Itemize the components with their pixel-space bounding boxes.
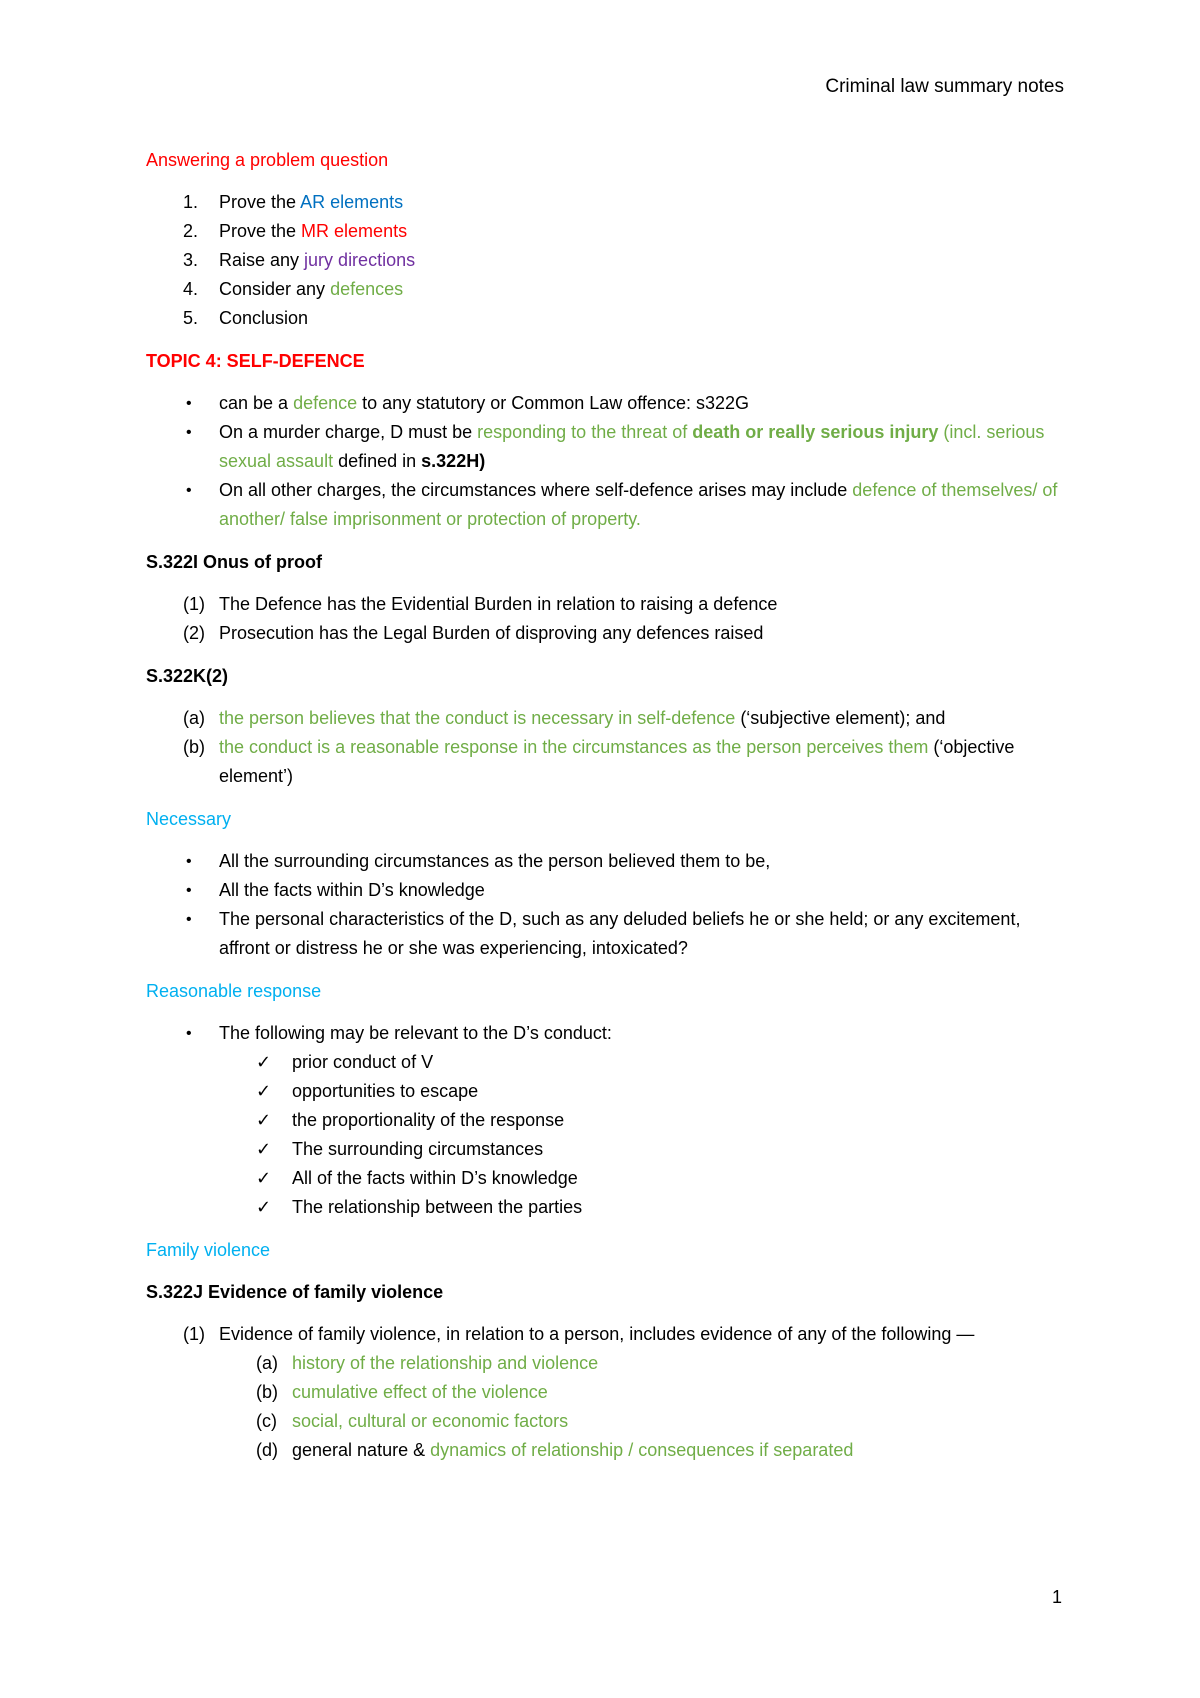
list-item: • All the facts within D’s knowledge xyxy=(146,876,1076,905)
list-item: • The following may be relevant to the D’s conduct: xyxy=(146,1019,1076,1048)
list-item: • On a murder charge, D must be responding to the threat of death or really serious injury (incl. serious sexual assault defined in s.322H) xyxy=(146,418,1076,476)
list-item: • On all other charges, the circumstances where self-defence arises may include defence of themselves/ of another/ false imprisonment or protection of property. xyxy=(146,476,1076,534)
list-item: 1. Prove the AR elements xyxy=(146,188,1076,217)
list-number: 3. xyxy=(183,250,199,270)
check-icon: ✓ xyxy=(256,1197,272,1217)
defences-text: defences xyxy=(330,279,404,299)
page-header: Criminal law summary notes xyxy=(825,76,1064,97)
ar-elements-text: AR elements xyxy=(300,192,404,212)
list-number: 1. xyxy=(183,192,199,212)
bullet-icon: • xyxy=(186,395,192,412)
list-item: (1) Evidence of family violence, in relation to a person, includes evidence of any of the following — xyxy=(146,1320,1076,1349)
onus-heading: S.322I Onus of proof xyxy=(146,552,323,572)
mr-elements-text: MR elements xyxy=(301,221,408,241)
list-item: 3. Raise any jury directions xyxy=(146,246,1076,275)
s322j-list xyxy=(146,1320,1076,1349)
list-item: ✓ opportunities to escape xyxy=(146,1077,1076,1106)
list-item: ✓ the proportionality of the response xyxy=(146,1106,1076,1135)
list-number: (1) xyxy=(183,1324,205,1344)
list-item: 4. Consider any defences xyxy=(146,275,1076,304)
list-number: (a) xyxy=(256,1353,278,1373)
list-number: (2) xyxy=(183,623,205,643)
bullet-icon: • xyxy=(186,482,192,499)
list-number: (b) xyxy=(256,1382,278,1402)
onus-list xyxy=(146,590,1076,648)
necessary-bullets xyxy=(146,847,1076,963)
list-number: 2. xyxy=(183,221,199,241)
list-number: (c) xyxy=(256,1411,277,1431)
list-number: 5. xyxy=(183,308,199,328)
list-item: ✓ The surrounding circumstances xyxy=(146,1135,1076,1164)
reasonable-bullets xyxy=(146,1019,1076,1048)
jury-directions-text: jury directions xyxy=(304,250,416,270)
s322j-sublist xyxy=(146,1349,1076,1465)
list-item: • The personal characteristics of the D, such as any deluded beliefs he or she held; or any excitement, affront or distress he or she was experiencing, intoxicated? xyxy=(146,905,1076,963)
list-item: (d) general nature & dynamics of relationship / consequences if separated xyxy=(146,1436,1076,1465)
problem-question-heading: Answering a problem question xyxy=(146,150,389,170)
check-icon: ✓ xyxy=(256,1139,272,1159)
list-item: ✓ All of the facts within D’s knowledge xyxy=(146,1164,1076,1193)
necessary-heading: Necessary xyxy=(146,809,232,829)
bullet-icon: • xyxy=(186,911,192,928)
list-item: • All the surrounding circumstances as the person believed them to be, xyxy=(146,847,1076,876)
list-item: • can be a defence to any statutory or Common Law offence: s322G xyxy=(146,389,1076,418)
check-icon: ✓ xyxy=(256,1081,272,1101)
list-item: (2) Prosecution has the Legal Burden of disproving any defences raised xyxy=(146,619,1076,648)
list-item: (a) history of the relationship and violence xyxy=(146,1349,1076,1378)
list-item: ✓ The relationship between the parties xyxy=(146,1193,1076,1222)
s322k-heading: S.322K(2) xyxy=(146,666,229,686)
reasonable-checklist xyxy=(146,1048,1076,1222)
list-item: (1) The Defence has the Evidential Burden in relation to raising a defence xyxy=(146,590,1076,619)
list-item: (b) the conduct is a reasonable response in the circumstances as the person perceives them (‘objective element’) xyxy=(146,733,1076,791)
topic4-heading: TOPIC 4: SELF-DEFENCE xyxy=(146,351,365,371)
s322j-heading: S.322J Evidence of family violence xyxy=(146,1282,444,1302)
topic4-bullets xyxy=(146,389,1076,534)
bullet-icon: • xyxy=(186,1025,192,1042)
family-violence-heading: Family violence xyxy=(146,1240,271,1260)
list-number: (a) xyxy=(183,708,205,728)
list-number: (1) xyxy=(183,594,205,614)
list-item: 2. Prove the MR elements xyxy=(146,217,1076,246)
list-item: (c) social, cultural or economic factors xyxy=(146,1407,1076,1436)
page-content xyxy=(146,146,1076,1465)
page-number: 1 xyxy=(1051,1587,1062,1607)
bullet-icon: • xyxy=(186,882,192,899)
problem-steps-list xyxy=(146,188,1076,333)
list-item: (a) the person believes that the conduct is necessary in self-defence (‘subjective element); and xyxy=(146,704,1076,733)
s322k-list xyxy=(146,704,1076,791)
bullet-icon: • xyxy=(186,853,192,870)
list-item: (b) cumulative effect of the violence xyxy=(146,1378,1076,1407)
list-item: 5. Conclusion xyxy=(146,304,1076,333)
check-icon: ✓ xyxy=(256,1110,272,1130)
list-number: (d) xyxy=(256,1440,278,1460)
list-number: 4. xyxy=(183,279,199,299)
reasonable-heading: Reasonable response xyxy=(146,981,322,1001)
check-icon: ✓ xyxy=(256,1168,272,1188)
list-number: (b) xyxy=(183,737,205,757)
list-item: ✓ prior conduct of V xyxy=(146,1048,1076,1077)
check-icon: ✓ xyxy=(256,1052,272,1072)
bullet-icon: • xyxy=(186,424,192,441)
